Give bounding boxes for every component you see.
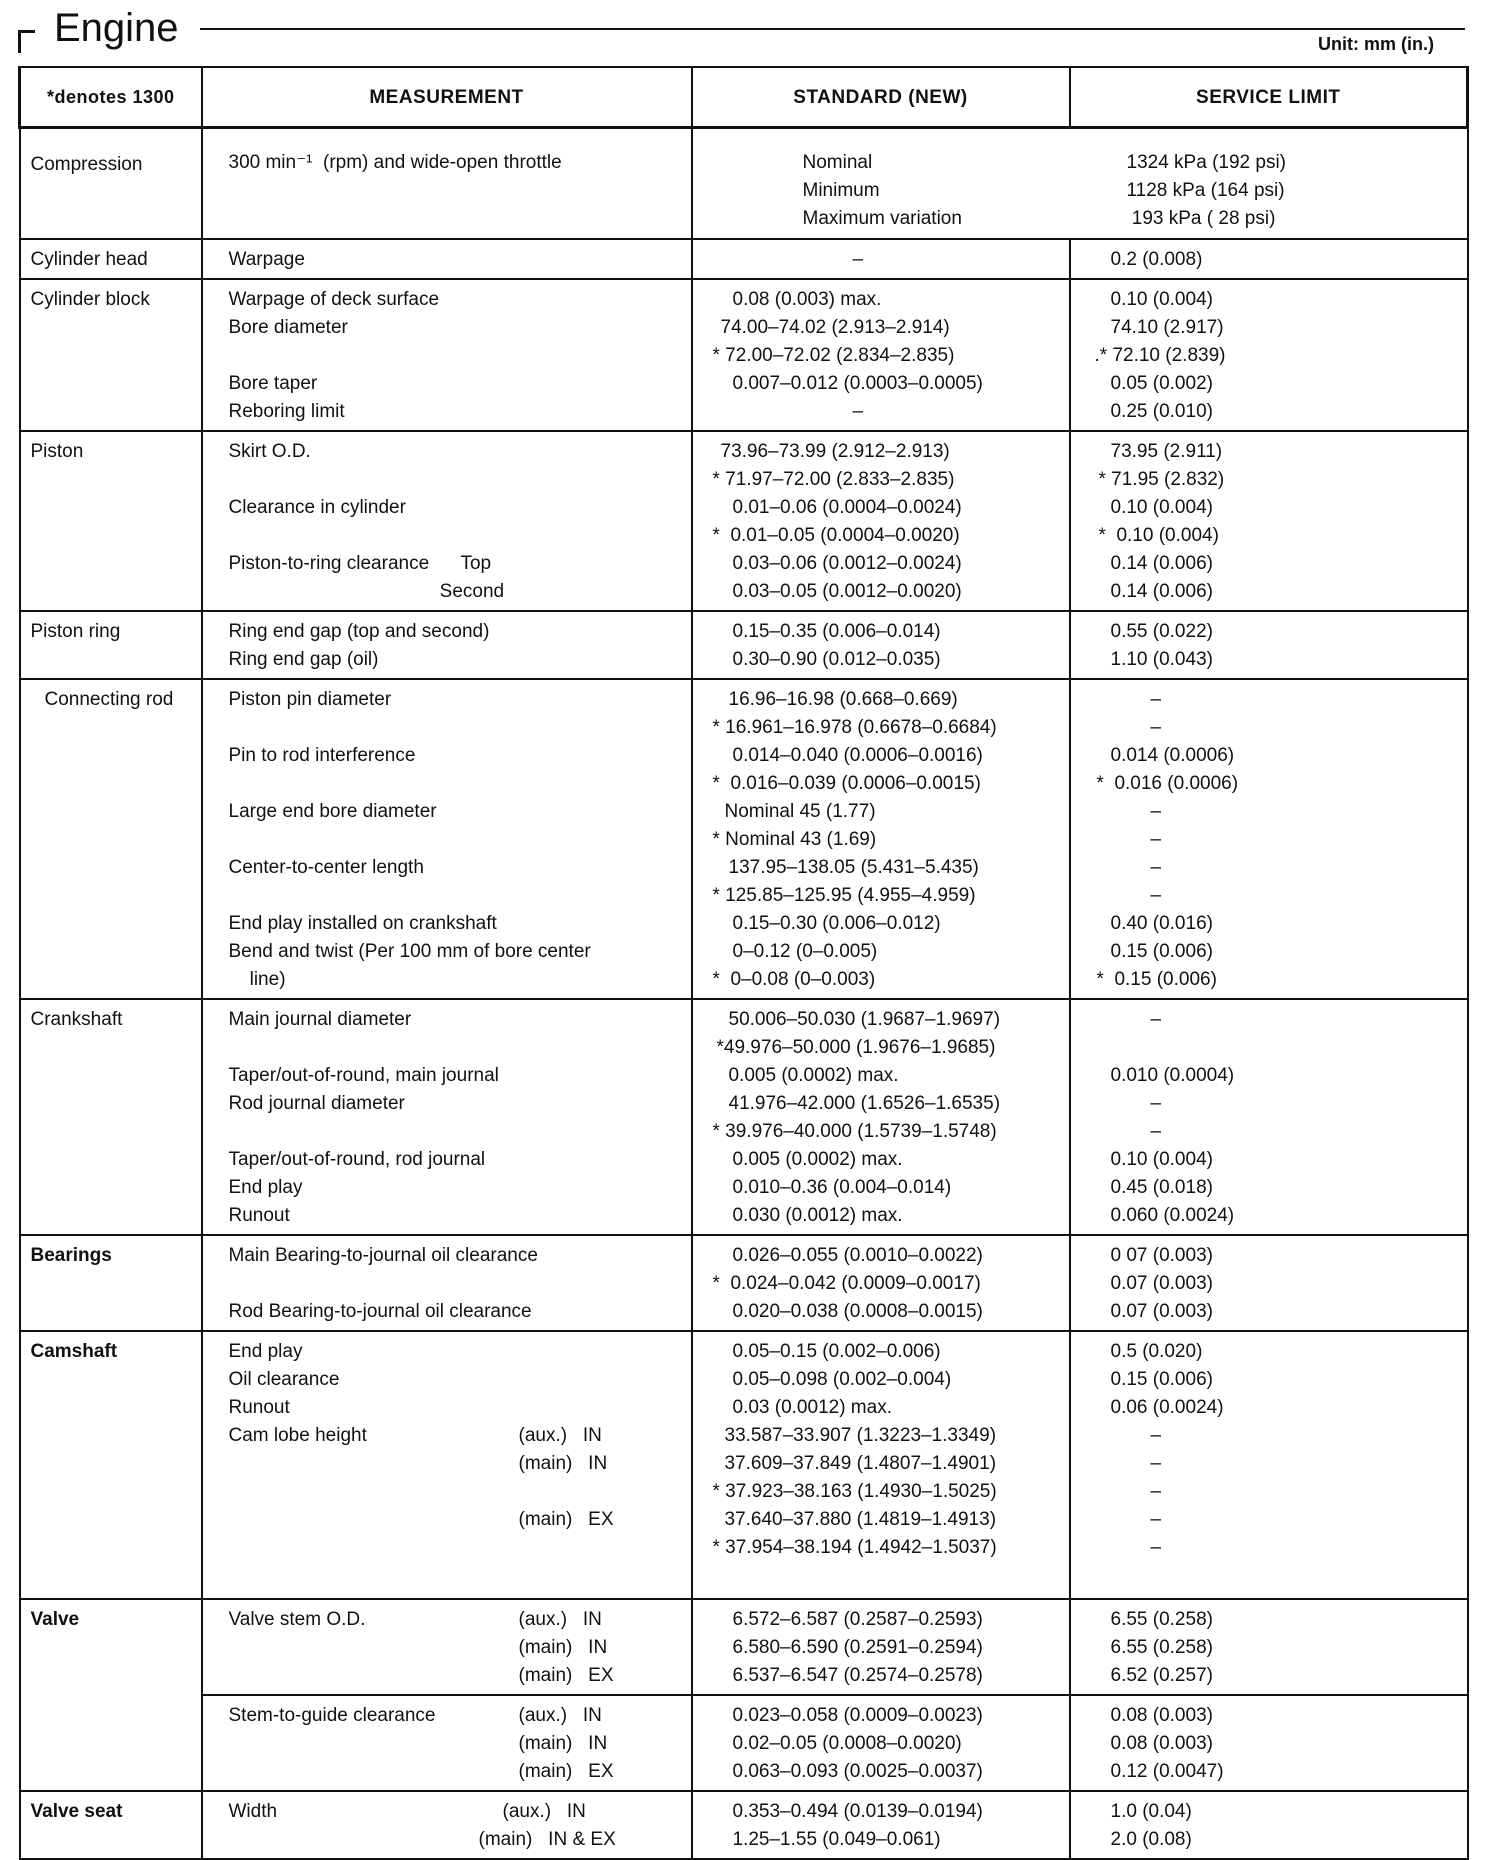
service-value: 0.12 (0.0047) <box>1110 1761 1224 1782</box>
service-value: 0.5 (0.020) <box>1110 1341 1203 1362</box>
measurement-text: Bore diameter <box>228 317 348 338</box>
service-value: – <box>1150 885 1162 906</box>
measurement-text <box>213 1034 681 1062</box>
table-row <box>20 611 1468 679</box>
service-value: 6.55 (0.258) <box>1110 1637 1213 1658</box>
service-value: 0.010 (0.0004) <box>1110 1065 1235 1086</box>
standard-value: 0.03–0.06 (0.0012–0.0024) <box>732 553 962 574</box>
service-limit-cell <box>1070 239 1468 279</box>
valve-stem-label-col <box>213 1606 503 1690</box>
measurement-tag: (main) EX <box>518 1509 614 1530</box>
service-limit-cell <box>1070 1235 1468 1331</box>
service-value: – <box>1150 1425 1162 1446</box>
service-value: – <box>1150 1093 1162 1114</box>
service-value: 0.07 (0.003) <box>1110 1301 1213 1322</box>
measurement-cell <box>202 1791 692 1859</box>
service-value: 6.55 (0.258) <box>1110 1609 1213 1630</box>
standard-cell <box>692 1599 1070 1695</box>
standard-value: 0.08 (0.003) max. <box>732 289 882 310</box>
standard-value: * 37.954–38.194 (1.4942–1.5037) <box>712 1537 997 1558</box>
standard-value: * 0–0.08 (0–0.003) <box>712 969 876 990</box>
standard-value: *49.976–50.000 (1.9676–1.9685) <box>716 1037 996 1058</box>
valve-guide-tags <box>503 1702 614 1786</box>
valve-guide-label-col <box>213 1702 503 1786</box>
standard-value: 0.007–0.012 (0.0003–0.0005) <box>732 373 983 394</box>
service-value: 1.10 (0.043) <box>1110 649 1213 670</box>
service-value: * 0.016 (0.0006) <box>1096 773 1239 794</box>
standard-value: 0.023–0.058 (0.0009–0.0023) <box>732 1705 983 1726</box>
measurement-text: Oil clearance <box>228 1369 340 1390</box>
row-category-compression <box>20 127 202 239</box>
measurement-text: Stem-to-guide clearance <box>228 1705 436 1726</box>
measurement-text: Cam lobe height <box>228 1425 367 1446</box>
standard-value: 74.00–74.02 (2.913–2.914) <box>720 317 950 338</box>
table-row <box>20 1791 1468 1859</box>
standard-value: 0.353–0.494 (0.0139–0.0194) <box>732 1801 983 1822</box>
service-value: – <box>1150 1121 1162 1142</box>
measurement-text: Runout <box>228 1205 290 1226</box>
service-limit-cell <box>1070 1599 1468 1695</box>
standard-value: 6.537–6.547 (0.2574–0.2578) <box>732 1665 983 1686</box>
service-value: 0.14 (0.006) <box>1110 553 1213 574</box>
unit-note: Unit: mm (in.) <box>1318 34 1434 54</box>
measurement-text: Reboring limit <box>228 401 345 422</box>
measurement-tag <box>503 1338 614 1366</box>
engine-spec-table <box>18 66 1469 1860</box>
service-limit-cell <box>1070 279 1468 431</box>
standard-value: 0.020–0.038 (0.0008–0.0015) <box>732 1301 983 1322</box>
standard-value: 41.976–42.000 (1.6526–1.6535) <box>728 1093 1001 1114</box>
service-value: – <box>1150 1481 1162 1502</box>
service-value: * 71.95 (2.832) <box>1098 469 1225 490</box>
measurement-cell <box>202 1599 692 1695</box>
table-row <box>20 1331 1468 1599</box>
measurement-tag: (aux.) IN <box>502 1801 586 1822</box>
service-value: 0.45 (0.018) <box>1110 1177 1213 1198</box>
measurement-text: Bore taper <box>228 373 318 394</box>
measurement-text <box>213 522 681 550</box>
standard-value: 0.014–0.040 (0.0006–0.0016) <box>732 745 983 766</box>
compression-label: Nominal <box>802 151 873 173</box>
standard-value: 73.96–73.99 (2.912–2.913) <box>720 441 950 462</box>
header-measurement: MEASUREMENT <box>202 67 692 127</box>
service-value: – <box>1150 857 1162 878</box>
measurement-text: Warpage of deck surface <box>228 289 440 310</box>
row-category-piston-ring: Piston ring <box>20 611 202 679</box>
standard-value: – <box>852 249 864 270</box>
standard-cell <box>692 679 1070 999</box>
measurement-text <box>213 770 681 798</box>
service-value: 0.08 (0.003) <box>1110 1733 1213 1754</box>
service-value: 0.55 (0.022) <box>1110 621 1213 642</box>
measurement-cell <box>202 679 692 999</box>
measurement-text: Taper/out-of-round, main journal <box>228 1065 499 1086</box>
compression-label: Minimum <box>802 179 880 201</box>
row-category-connecting-rod: Connecting rod <box>20 679 202 999</box>
table-row <box>20 239 1468 279</box>
camshaft-measurement-block <box>213 1338 681 1562</box>
service-limit-cell <box>1070 611 1468 679</box>
standard-cell <box>692 611 1070 679</box>
measurement-cell <box>202 239 692 279</box>
page-title: Engine <box>54 6 179 50</box>
valve-seat-tags <box>463 1798 616 1854</box>
standard-value: 0.30–0.90 (0.012–0.035) <box>732 649 941 670</box>
standard-value: 0–0.12 (0–0.005) <box>732 941 878 962</box>
compression-values-cell <box>692 127 1468 239</box>
standard-value: 0.01–0.06 (0.0004–0.0024) <box>732 497 962 518</box>
table-row <box>20 1599 1468 1695</box>
standard-value: 0.03–0.05 (0.0012–0.0020) <box>732 581 962 602</box>
table-row <box>20 679 1468 999</box>
standard-value: * 37.923–38.163 (1.4930–1.5025) <box>712 1481 997 1502</box>
measurement-cell <box>202 1331 692 1599</box>
table-row <box>20 279 1468 431</box>
service-value: – <box>1150 801 1162 822</box>
service-value: 0.15 (0.006) <box>1110 1369 1213 1390</box>
measurement-text: 300 min⁻¹ (rpm) and wide-open throttle <box>228 151 562 173</box>
measurement-cell <box>202 611 692 679</box>
measurement-tag: (main) EX <box>518 1761 614 1782</box>
header-standard: STANDARD (NEW) <box>692 67 1070 127</box>
measurement-cell <box>202 999 692 1235</box>
category-label: Compression <box>30 153 143 175</box>
standard-value: Nominal 45 (1.77) <box>724 801 876 822</box>
measurement-text: Pin to rod interference <box>228 745 416 766</box>
measurement-text: Piston-to-ring clearance Top <box>228 553 492 574</box>
standard-value: * 71.97–72.00 (2.833–2.835) <box>712 469 955 490</box>
standard-cell <box>692 1791 1070 1859</box>
measurement-text: Ring end gap (top and second) <box>228 621 490 642</box>
camshaft-labels <box>213 1338 503 1562</box>
table-row <box>20 999 1468 1235</box>
compression-labels <box>703 149 1063 233</box>
service-value <box>1081 1034 1457 1062</box>
measurement-tag <box>503 1394 614 1422</box>
service-value: – <box>1150 689 1162 710</box>
measurement-text <box>213 714 681 742</box>
service-value: 0.14 (0.006) <box>1110 581 1213 602</box>
standard-value: 16.96–16.98 (0.668–0.669) <box>728 689 958 710</box>
service-value: – <box>1150 829 1162 850</box>
measurement-text: Main journal diameter <box>228 1009 412 1030</box>
standard-value: 0.03 (0.0012) max. <box>732 1397 892 1418</box>
valve-stem-tags <box>503 1606 614 1690</box>
measurement-cell <box>202 127 692 239</box>
measurement-text: End play installed on crankshaft <box>228 913 497 934</box>
measurement-text: Rod journal diameter <box>228 1093 405 1114</box>
standard-value: – <box>852 401 864 422</box>
row-category-crankshaft: Crankshaft <box>20 999 202 1235</box>
standard-value: * 16.961–16.978 (0.6678–0.6684) <box>712 717 997 738</box>
measurement-text: Rod Bearing-to-journal oil clearance <box>228 1301 532 1322</box>
standard-value: 0.010–0.36 (0.004–0.014) <box>732 1177 952 1198</box>
service-value: 0.014 (0.0006) <box>1110 745 1235 766</box>
service-value: 73.95 (2.911) <box>1110 441 1223 462</box>
measurement-text: Skirt O.D. <box>228 441 311 462</box>
standard-value: 0.030 (0.0012) max. <box>732 1205 903 1226</box>
standard-value: * 0.01–0.05 (0.0004–0.0020) <box>712 525 960 546</box>
header-service-limit: SERVICE LIMIT <box>1070 67 1468 127</box>
standard-value: 0.026–0.055 (0.0010–0.0022) <box>732 1245 983 1266</box>
service-value: – <box>1150 1537 1162 1558</box>
standard-cell <box>692 1695 1070 1791</box>
valve-seat-measurement <box>213 1798 681 1854</box>
service-value: 0.08 (0.003) <box>1110 1705 1213 1726</box>
measurement-cell <box>202 1695 692 1791</box>
measurement-text: Bend and twist (Per 100 mm of bore center <box>228 941 591 962</box>
measurement-text: Warpage <box>228 249 305 270</box>
table-header-row <box>20 67 1468 127</box>
measurement-text: Width <box>228 1801 278 1822</box>
standard-value: * 0.024–0.042 (0.0009–0.0017) <box>712 1273 981 1294</box>
service-value: 0.060 (0.0024) <box>1110 1205 1235 1226</box>
standard-cell <box>692 1331 1070 1599</box>
standard-value: 0.05–0.098 (0.002–0.004) <box>732 1369 952 1390</box>
service-value: 0.07 (0.003) <box>1110 1273 1213 1294</box>
service-value: 0.25 (0.010) <box>1110 401 1213 422</box>
valve-guide-measurement <box>213 1702 681 1786</box>
measurement-tag: (main) EX <box>518 1665 614 1686</box>
service-value: – <box>1150 1453 1162 1474</box>
row-category-cylinder-head: Cylinder head <box>20 239 202 279</box>
row-category-valve: Valve <box>20 1599 202 1791</box>
measurement-text: Runout <box>228 1397 290 1418</box>
service-limit-cell <box>1070 431 1468 611</box>
service-limit-cell <box>1070 1331 1468 1599</box>
measurement-text <box>213 342 681 370</box>
service-limit-cell <box>1070 1791 1468 1859</box>
service-limit-cell <box>1070 679 1468 999</box>
measurement-text <box>213 466 681 494</box>
compression-values <box>1063 149 1287 233</box>
standard-value: 37.640–37.880 (1.4819–1.4913) <box>724 1509 997 1530</box>
standard-value: * 39.976–40.000 (1.5739–1.5748) <box>712 1121 997 1142</box>
measurement-cell <box>202 431 692 611</box>
measurement-text: Center-to-center length <box>228 857 424 878</box>
standard-cell <box>692 279 1070 431</box>
service-limit-cell <box>1070 1695 1468 1791</box>
service-value: * 0.15 (0.006) <box>1096 969 1217 990</box>
compression-label: Maximum variation <box>802 207 962 229</box>
standard-value: 50.006–50.030 (1.9687–1.9697) <box>728 1009 1001 1030</box>
measurement-tag: (aux.) IN <box>518 1609 602 1630</box>
row-category-cylinder-block: Cylinder block <box>20 279 202 431</box>
service-value: – <box>1150 1009 1162 1030</box>
compression-value: 193 kPa ( 28 psi) <box>1126 207 1276 229</box>
standard-value: 0.063–0.093 (0.0025–0.0037) <box>732 1761 983 1782</box>
service-value: 0.06 (0.0024) <box>1110 1397 1224 1418</box>
measurement-text: End play <box>228 1341 303 1362</box>
table-row <box>20 431 1468 611</box>
service-value: 0.40 (0.016) <box>1110 913 1213 934</box>
service-limit-cell <box>1070 999 1468 1235</box>
service-value: 0.10 (0.004) <box>1110 289 1213 310</box>
standard-value: 0.005 (0.0002) max. <box>732 1149 903 1170</box>
standard-value: * 72.00–72.02 (2.834–2.835) <box>712 345 955 366</box>
standard-value: 0.05–0.15 (0.002–0.006) <box>732 1341 941 1362</box>
measurement-text: Taper/out-of-round, rod journal <box>228 1149 486 1170</box>
standard-cell <box>692 1235 1070 1331</box>
service-value: – <box>1150 717 1162 738</box>
standard-value: 6.572–6.587 (0.2587–0.2593) <box>732 1609 983 1630</box>
measurement-cell <box>202 1235 692 1331</box>
service-value: 74.10 (2.917) <box>1110 317 1224 338</box>
table-row <box>20 1695 1468 1791</box>
service-value: .* 72.10 (2.839) <box>1094 345 1226 366</box>
measurement-text: Second <box>228 581 505 602</box>
measurement-tag: (aux.) IN <box>518 1705 602 1726</box>
measurement-tag <box>503 1478 614 1506</box>
compression-value: 1128 kPa (164 psi) <box>1126 179 1285 201</box>
measurement-tag: (main) IN <box>518 1637 608 1658</box>
standard-value: * 125.85–125.95 (4.955–4.959) <box>712 885 976 906</box>
measurement-text <box>213 882 681 910</box>
standard-value: 0.15–0.30 (0.006–0.012) <box>732 913 941 934</box>
row-category-camshaft: Camshaft <box>20 1331 202 1599</box>
table-row <box>20 1235 1468 1331</box>
table-row <box>20 127 1468 239</box>
standard-value: * 0.016–0.039 (0.0006–0.0015) <box>712 773 981 794</box>
standard-value: 137.95–138.05 (5.431–5.435) <box>728 857 979 878</box>
standard-value: 0.02–0.05 (0.0008–0.0020) <box>732 1733 962 1754</box>
service-value: 2.0 (0.08) <box>1110 1829 1192 1850</box>
measurement-text: line) <box>228 969 286 990</box>
service-value: – <box>1150 1509 1162 1530</box>
measurement-tag: (aux.) IN <box>518 1425 602 1446</box>
measurement-text: Clearance in cylinder <box>228 497 406 518</box>
standard-cell <box>692 239 1070 279</box>
service-value: 0.10 (0.004) <box>1110 497 1213 518</box>
measurement-tag <box>503 1534 614 1562</box>
standard-value: 6.580–6.590 (0.2591–0.2594) <box>732 1637 983 1658</box>
row-category-piston: Piston <box>20 431 202 611</box>
measurement-text: Main Bearing-to-journal oil clearance <box>228 1245 538 1266</box>
standard-value: 33.587–33.907 (1.3223–1.3349) <box>724 1425 997 1446</box>
standard-value: 37.609–37.849 (1.4807–1.4901) <box>724 1453 997 1474</box>
measurement-text: Ring end gap (oil) <box>228 649 379 670</box>
standard-cell <box>692 999 1070 1235</box>
measurement-text: End play <box>228 1177 303 1198</box>
row-category-bearings: Bearings <box>20 1235 202 1331</box>
measurement-text: Large end bore diameter <box>228 801 437 822</box>
valve-seat-label-col <box>213 1798 463 1854</box>
measurement-text: Piston pin diameter <box>228 689 392 710</box>
header-note: *denotes 1300 <box>20 67 202 127</box>
service-value: 0 07 (0.003) <box>1110 1245 1213 1266</box>
title-rule <box>200 28 1465 30</box>
standard-value: 1.25–1.55 (0.049–0.061) <box>732 1829 941 1850</box>
measurement-tag <box>503 1366 614 1394</box>
standard-value: * Nominal 43 (1.69) <box>712 829 877 850</box>
service-value: 1.0 (0.04) <box>1110 1801 1192 1822</box>
measurement-text <box>213 1118 681 1146</box>
measurement-tag: (main) IN <box>518 1453 608 1474</box>
camshaft-tags <box>503 1338 614 1562</box>
service-value: 6.52 (0.257) <box>1110 1665 1213 1686</box>
measurement-text: Valve stem O.D. <box>228 1609 366 1630</box>
standard-value: 0.15–0.35 (0.006–0.014) <box>732 621 941 642</box>
valve-stem-measurement <box>213 1606 681 1690</box>
measurement-tag: (main) IN <box>518 1733 608 1754</box>
service-value: * 0.10 (0.004) <box>1098 525 1219 546</box>
row-category-valve-seat: Valve seat <box>20 1791 202 1859</box>
service-value: 0.10 (0.004) <box>1110 1149 1213 1170</box>
service-value: 0.05 (0.002) <box>1110 373 1213 394</box>
standard-cell <box>692 431 1070 611</box>
standard-value: 0.005 (0.0002) max. <box>728 1065 899 1086</box>
measurement-text <box>213 1270 681 1298</box>
measurement-cell <box>202 279 692 431</box>
service-value: 0.15 (0.006) <box>1110 941 1213 962</box>
title-corner-mark <box>18 30 35 53</box>
measurement-tag: (main) IN & EX <box>478 1829 616 1850</box>
service-value: 0.2 (0.008) <box>1110 249 1203 270</box>
compression-value: 1324 kPa (192 psi) <box>1126 151 1286 173</box>
measurement-text <box>213 826 681 854</box>
